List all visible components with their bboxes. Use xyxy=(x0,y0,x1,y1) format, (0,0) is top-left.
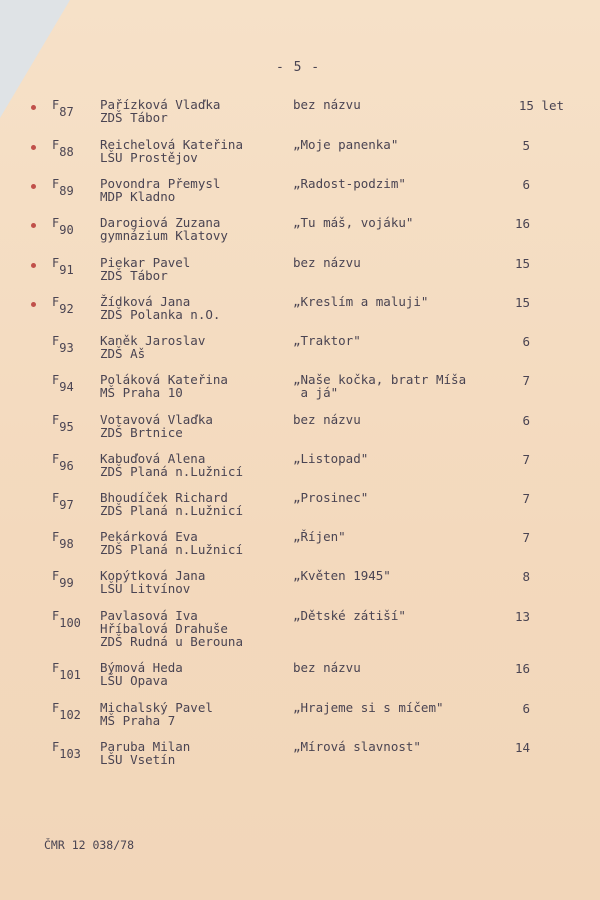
author-name: Býmová Heda xyxy=(100,660,183,675)
artwork-title-block xyxy=(293,740,421,753)
entry-code-number: 88 xyxy=(59,145,74,159)
author-name: Kabuďová Alena xyxy=(100,451,206,466)
author-age: 15 xyxy=(514,256,530,271)
author-name: Paruba Milan xyxy=(100,739,191,754)
author-block xyxy=(100,216,228,242)
author-name: Kaněk Jaroslav xyxy=(100,333,206,348)
author-block xyxy=(100,661,183,687)
entry-code xyxy=(52,701,81,722)
entry-row xyxy=(0,701,600,737)
entry-code-letter: F xyxy=(52,530,60,544)
entry-code xyxy=(52,177,74,198)
entry-code-number: 93 xyxy=(59,341,74,355)
author-school: gymnázium Klatovy xyxy=(100,228,228,243)
artwork-title-block xyxy=(293,413,361,426)
entry-code-letter: F xyxy=(52,256,60,270)
artwork-title-block xyxy=(293,98,361,111)
red-dot-mark xyxy=(31,105,36,110)
entry-code-letter: F xyxy=(52,661,60,675)
entry-row xyxy=(0,138,600,174)
entry-row xyxy=(0,216,600,252)
author-block xyxy=(100,98,220,124)
entry-code-number: 89 xyxy=(59,184,74,198)
artwork-title-block xyxy=(293,609,406,622)
author-name: Povondra Přemysl xyxy=(100,176,221,191)
artwork-title: bez názvu xyxy=(293,660,361,675)
red-dot-mark xyxy=(31,263,36,268)
entry-code-letter: F xyxy=(52,609,60,623)
entry-code-letter: F xyxy=(52,98,60,112)
author-block xyxy=(100,334,205,360)
artwork-title-block xyxy=(293,334,361,347)
author-school: ZDŠ Aš xyxy=(100,346,146,361)
artwork-title: „Květen 1945" xyxy=(293,568,391,583)
author-age: 6 xyxy=(522,701,530,716)
author-school: LŠU Vsetín xyxy=(100,752,176,767)
author-age: 14 xyxy=(514,740,530,755)
entry-code xyxy=(52,295,74,316)
author-block xyxy=(100,413,213,439)
author-name: Michalský Pavel xyxy=(100,700,213,715)
artwork-title: „Tu máš, vojáku" xyxy=(293,215,414,230)
author-school: ZDŠ Planá n.Lužnicí xyxy=(100,503,243,518)
author-school: LŠU Litvínov xyxy=(100,581,191,596)
author-block xyxy=(100,530,243,556)
entry-row xyxy=(0,569,600,605)
author-age: 5 xyxy=(522,138,530,153)
red-dot-mark xyxy=(31,145,36,150)
entry-code-number: 101 xyxy=(59,668,81,682)
artwork-title: „Prosinec" xyxy=(293,490,369,505)
red-dot-mark xyxy=(31,223,36,228)
entry-code-number: 96 xyxy=(59,459,74,473)
author-age: 7 xyxy=(522,530,530,545)
artwork-title-block xyxy=(293,295,428,308)
entry-row xyxy=(0,334,600,370)
artwork-title: „Radost-podzim" xyxy=(293,176,406,191)
author-school: LŠU Opava xyxy=(100,673,168,688)
entry-code xyxy=(52,256,74,277)
artwork-title: „Kreslím a maluji" xyxy=(293,294,429,309)
entry-code-letter: F xyxy=(52,138,60,152)
author-block xyxy=(100,373,228,399)
entry-code xyxy=(52,452,74,473)
author-school-extra: ZDŠ Rudná u Berouna xyxy=(100,634,243,649)
red-dot-mark xyxy=(31,302,36,307)
artwork-title: „Dětské zátiší" xyxy=(293,608,406,623)
entry-row xyxy=(0,98,600,134)
author-block xyxy=(100,569,205,595)
artwork-title-cont: a já" xyxy=(293,385,339,400)
entry-code-letter: F xyxy=(52,413,60,427)
entry-code-number: 97 xyxy=(59,498,74,512)
author-name: Bhoudíček Richard xyxy=(100,490,228,505)
entry-code-letter: F xyxy=(52,373,60,387)
author-block xyxy=(100,138,243,164)
author-name: Kopýtková Jana xyxy=(100,568,206,583)
author-school: ZDŠ Brtnice xyxy=(100,425,183,440)
entry-row xyxy=(0,177,600,213)
artwork-title: „Říjen" xyxy=(293,529,346,544)
author-age: 16 xyxy=(514,216,530,231)
artwork-title-block xyxy=(293,452,368,465)
author-block xyxy=(100,452,243,478)
entry-row xyxy=(0,608,600,649)
entry-code xyxy=(52,216,74,237)
artwork-title-block xyxy=(293,701,444,714)
artwork-title: „Mírová slavnost" xyxy=(293,739,421,754)
entry-code-letter: F xyxy=(52,569,60,583)
entry-code-number: 91 xyxy=(59,263,74,277)
entry-code xyxy=(52,609,81,630)
entry-code-letter: F xyxy=(52,701,60,715)
author-age: 7 xyxy=(522,491,530,506)
artwork-title: „Naše kočka, bratr Míša xyxy=(293,372,467,387)
entry-row xyxy=(0,295,600,331)
entry-code xyxy=(52,491,74,512)
entry-row xyxy=(0,373,600,409)
artwork-title-block xyxy=(293,661,361,674)
artwork-title-block xyxy=(293,256,361,269)
author-block xyxy=(100,701,213,727)
author-school: ZDŠ Tábor xyxy=(100,268,168,283)
entry-code-letter: F xyxy=(52,491,60,505)
author-school: ZDŠ Polanka n.O. xyxy=(100,307,221,322)
author-school: LŠU Prostějov xyxy=(100,150,198,165)
entry-code-number: 94 xyxy=(59,380,74,394)
author-age: 15 xyxy=(514,295,530,310)
author-school: Hříbalová Drahuše xyxy=(100,621,228,636)
author-age: 7 xyxy=(522,373,530,388)
entry-row xyxy=(0,740,600,776)
artwork-title: bez názvu xyxy=(293,97,361,112)
author-age: 6 xyxy=(522,177,530,192)
entry-code xyxy=(52,569,74,590)
artwork-title-block xyxy=(293,373,466,399)
author-name: Poláková Kateřina xyxy=(100,372,228,387)
author-age: 15 let xyxy=(518,98,564,113)
entry-code xyxy=(52,98,74,119)
entry-code-number: 102 xyxy=(59,708,81,722)
entry-code xyxy=(52,740,81,761)
entry-row xyxy=(0,491,600,527)
author-school: MDP Kladno xyxy=(100,189,176,204)
author-school: ZDŠ Planá n.Lužnicí xyxy=(100,542,243,557)
artwork-title-block xyxy=(293,138,398,151)
artwork-title: „Traktor" xyxy=(293,333,361,348)
entry-code-number: 92 xyxy=(59,302,74,316)
entry-code xyxy=(52,138,74,159)
entry-code-number: 87 xyxy=(59,105,74,119)
artwork-title: bez názvu xyxy=(293,412,361,427)
author-school: MŠ Praha 7 xyxy=(100,713,176,728)
author-age: 16 xyxy=(514,661,530,676)
entry-row xyxy=(0,413,600,449)
author-age: 6 xyxy=(522,334,530,349)
author-name: Žídková Jana xyxy=(100,294,191,309)
entry-code xyxy=(52,373,74,394)
page-number: - 5 - xyxy=(276,60,321,75)
artwork-title: „Listopad" xyxy=(293,451,369,466)
author-block xyxy=(100,740,190,766)
author-name: Darogiová Zuzana xyxy=(100,215,221,230)
entry-code-letter: F xyxy=(52,177,60,191)
author-age: 8 xyxy=(522,569,530,584)
entry-code-number: 103 xyxy=(59,747,81,761)
artwork-title: „Moje panenka" xyxy=(293,137,399,152)
document-reference: ČMR 12 038/78 xyxy=(44,838,135,852)
red-dot-mark xyxy=(31,184,36,189)
author-name: Pařízková Vlaďka xyxy=(100,97,221,112)
entry-code-number: 98 xyxy=(59,537,74,551)
author-block xyxy=(100,295,220,321)
entry-code-letter: F xyxy=(52,452,60,466)
author-block xyxy=(100,491,243,517)
author-name: Reichelová Kateřina xyxy=(100,137,243,152)
artwork-title-block xyxy=(293,177,406,190)
author-school: MŠ Praha 10 xyxy=(100,385,183,400)
author-name: Votavová Vlaďka xyxy=(100,412,213,427)
artwork-title: „Hrajeme si s míčem" xyxy=(293,700,444,715)
author-name: Pekárková Eva xyxy=(100,529,198,544)
entry-code-letter: F xyxy=(52,216,60,230)
entry-code-letter: F xyxy=(52,295,60,309)
entry-row xyxy=(0,452,600,488)
author-block xyxy=(100,177,220,203)
entry-code-number: 95 xyxy=(59,420,74,434)
author-name: Piekar Pavel xyxy=(100,255,191,270)
entry-code xyxy=(52,530,74,551)
author-age: 13 xyxy=(514,609,530,624)
author-block xyxy=(100,256,190,282)
entry-code-number: 99 xyxy=(59,576,74,590)
entry-code-letter: F xyxy=(52,740,60,754)
entry-code xyxy=(52,334,74,355)
artwork-title-block xyxy=(293,569,391,582)
author-name: Pavlasová Iva xyxy=(100,608,198,623)
entry-row xyxy=(0,661,600,697)
entry-code xyxy=(52,661,81,682)
entry-code-letter: F xyxy=(52,334,60,348)
entry-code-number: 90 xyxy=(59,223,74,237)
author-school: ZDŠ Tábor xyxy=(100,110,168,125)
artwork-title: bez názvu xyxy=(293,255,361,270)
author-school: ZDŠ Planá n.Lužnicí xyxy=(100,464,243,479)
entry-row xyxy=(0,530,600,566)
entry-code-number: 100 xyxy=(59,616,81,630)
artwork-title-block xyxy=(293,216,413,229)
entry-row xyxy=(0,256,600,292)
author-age: 7 xyxy=(522,452,530,467)
artwork-title-block xyxy=(293,491,368,504)
artwork-title-block xyxy=(293,530,346,543)
author-age: 6 xyxy=(522,413,530,428)
entry-code xyxy=(52,413,74,434)
author-block xyxy=(100,609,243,648)
